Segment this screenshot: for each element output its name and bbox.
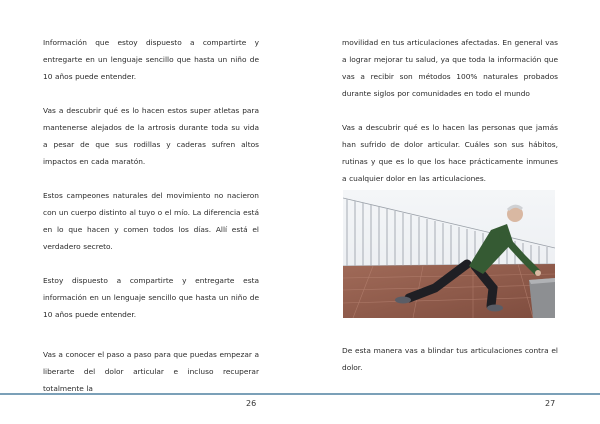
page-divider-rule <box>0 393 600 395</box>
stretching-man-photo <box>343 190 555 318</box>
paragraph-2: Vas a descubrir qué es lo hacen estos super atletas para mantenerse alejados de la artrosis durante toda su vida a pesar de que sus rodillas y caderas sufren altos impactos en cada maratón. <box>43 106 259 166</box>
paragraph-6: movilidad en tus articulaciones afectadas. En general vas a lograr mejorar tu salud, ya que toda la información que vas a recibir son métodos 100% naturales probados durante siglos por comunidades en todo el mundo <box>342 38 558 98</box>
page-number-left: 26 <box>246 399 257 408</box>
paragraph-4: Estoy dispuesto a compartirte y entregarte esta información en un lenguaje sencillo que hasta un niño de 10 años puede entender. <box>43 276 259 319</box>
paragraph-8: De esta manera vas a blindar tus articulaciones contra el dolor. <box>342 346 558 372</box>
paragraph-1: Información que estoy dispuesto a compartirte y entregarte en un lenguaje sencillo que hasta un niño de 10 años puede entender. <box>43 38 259 81</box>
paragraph-7: Vas a descubrir qué es lo hacen las personas que jamás han sufrido de dolor articular. Cuáles son sus hábitos, rutinas y que es lo que los hace prácticamente inmunes a cualquier dolor en las articulaciones. <box>342 123 558 183</box>
paragraph-3: Estos campeones naturales del movimiento no nacieron con un cuerpo distinto al tuyo o el mío. La diferencia está en lo que hacen y comen todos los días. Allí está el verdadero secreto. <box>43 191 259 251</box>
paragraph-5: Vas a conocer el paso a paso para que puedas empezar a liberarte del dolor articular e incluso recuperar totalmente la <box>43 350 259 393</box>
page-number-right: 27 <box>545 399 556 408</box>
